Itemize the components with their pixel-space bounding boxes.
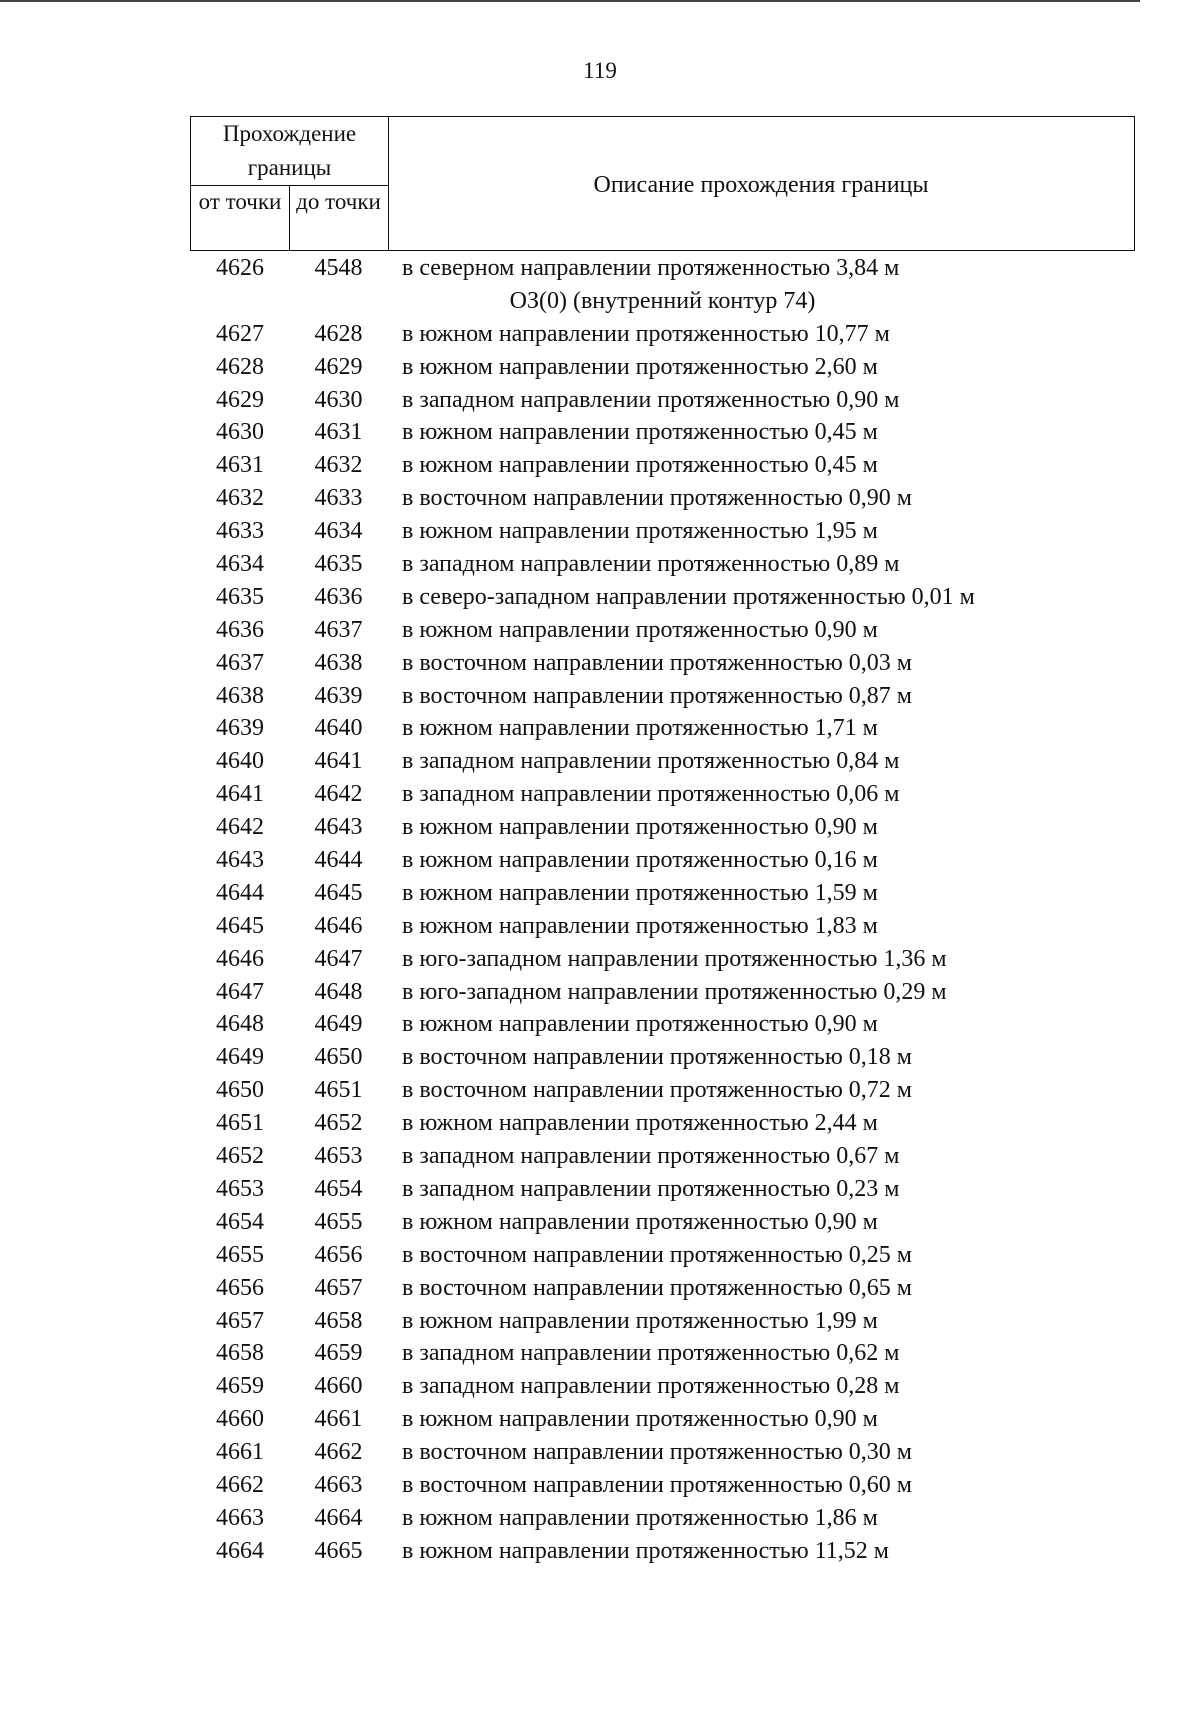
section-heading-row — [190, 285, 1190, 318]
table-row — [190, 1008, 1190, 1041]
from-point: 4641 — [216, 781, 264, 808]
boundary-description: в южном направлении протяженностью 0,45 м — [402, 452, 878, 479]
from-point: 4638 — [216, 682, 264, 709]
table-row — [190, 877, 1190, 910]
from-point: 4661 — [216, 1439, 264, 1466]
boundary-description: в южном направлении протяженностью 2,60 м — [402, 353, 878, 380]
boundary-description: в северном направлении протяженностью 3,84 м — [402, 255, 900, 281]
from-point: 4644 — [216, 879, 264, 906]
table-row — [190, 515, 1190, 548]
table-row — [190, 811, 1190, 844]
boundary-description: в западном направлении протяженностью 0,62 м — [402, 1340, 900, 1367]
table-row — [190, 1239, 1190, 1272]
to-point: 4634 — [314, 518, 363, 545]
table-row — [190, 416, 1190, 449]
from-point: 4659 — [216, 1373, 264, 1400]
to-point: 4658 — [314, 1307, 363, 1334]
from-point: 4628 — [216, 353, 264, 380]
to-point: 4657 — [314, 1274, 363, 1301]
from-point: 4660 — [216, 1406, 264, 1433]
to-point: 4649 — [314, 1011, 363, 1038]
to-point: 4635 — [314, 551, 363, 578]
boundary-description: в восточном направлении протяженностью 0,87 м — [402, 682, 912, 709]
boundary-description: в южном направлении протяженностью 1,83 м — [402, 912, 878, 939]
to-point: 4629 — [314, 353, 363, 380]
table-row — [190, 1305, 1190, 1338]
table-header — [190, 116, 1135, 251]
from-point: 4637 — [216, 649, 264, 676]
to-point: 4655 — [314, 1208, 363, 1235]
boundary-description: в восточном направлении протяженностью 0,30 м — [402, 1439, 912, 1466]
to-point: 4636 — [314, 583, 363, 610]
from-point: 4646 — [216, 945, 264, 972]
from-point: 4626 — [216, 255, 264, 281]
boundary-description: в южном направлении протяженностью 0,45 м — [402, 419, 878, 446]
to-point: 4665 — [314, 1537, 363, 1564]
from-point: 4632 — [216, 485, 264, 512]
from-point: 4651 — [216, 1110, 264, 1137]
boundary-description: в западном направлении протяженностью 0,23 м — [402, 1175, 900, 1202]
page-number: 119 — [583, 58, 617, 83]
to-point: 4630 — [314, 386, 363, 413]
boundary-description: в северо-западном направлении протяженностью 0,01 м — [402, 583, 975, 610]
from-point: 4639 — [216, 715, 264, 742]
from-point: 4645 — [216, 912, 264, 939]
to-point: 4645 — [314, 879, 363, 906]
table-row — [190, 1107, 1190, 1140]
table-row — [190, 712, 1190, 745]
to-point: 4661 — [314, 1406, 363, 1433]
boundary-description: в восточном направлении протяженностью 0,25 м — [402, 1241, 912, 1268]
table-row — [190, 680, 1190, 713]
to-point: 4663 — [314, 1471, 363, 1498]
section-heading: ОЗ(0) (внутренний контур 74) — [509, 287, 816, 314]
to-point: 4646 — [314, 912, 363, 939]
from-point: 4658 — [216, 1340, 264, 1367]
page-top-edge — [0, 0, 1140, 2]
from-point: 4654 — [216, 1208, 264, 1235]
to-point: 4638 — [314, 649, 363, 676]
table-row — [190, 647, 1190, 680]
from-point: 4650 — [216, 1077, 264, 1104]
from-point: 4662 — [216, 1471, 264, 1498]
from-point: 4640 — [216, 748, 264, 775]
to-point: 4660 — [314, 1373, 363, 1400]
boundary-description: в южном направлении протяженностью 0,16 м — [402, 847, 878, 874]
to-point: 4659 — [314, 1340, 363, 1367]
boundary-description: в западном направлении протяженностью 0,67 м — [402, 1143, 900, 1170]
boundary-description: в южном направлении протяженностью 11,52 м — [402, 1537, 889, 1564]
from-point: 4657 — [216, 1307, 264, 1334]
to-point: 4631 — [314, 419, 363, 446]
boundary-description: в западном направлении протяженностью 0,06 м — [402, 781, 900, 808]
boundary-description: в южном направлении протяженностью 0,90 м — [402, 814, 878, 841]
from-point: 4630 — [216, 419, 264, 446]
to-point: 4651 — [314, 1077, 363, 1104]
table-row — [190, 614, 1190, 647]
from-point: 4648 — [216, 1011, 264, 1038]
boundary-description: в восточном направлении протяженностью 0,72 м — [402, 1077, 912, 1104]
table-row — [190, 1337, 1190, 1370]
from-point: 4653 — [216, 1175, 264, 1202]
table-row — [190, 351, 1190, 384]
to-point: 4548 — [314, 255, 363, 281]
from-point: 4649 — [216, 1044, 264, 1071]
header-from-point: от точки — [198, 189, 282, 214]
to-point: 4653 — [314, 1143, 363, 1170]
from-point: 4655 — [216, 1241, 264, 1268]
boundary-description: в западном направлении протяженностью 0,84 м — [402, 748, 900, 775]
table-row — [190, 778, 1190, 811]
table-row — [190, 449, 1190, 482]
from-point: 4634 — [216, 551, 264, 578]
table-row — [190, 745, 1190, 778]
boundary-description: в юго-западном направлении протяженностью 1,36 м — [402, 945, 947, 972]
to-point: 4654 — [314, 1175, 363, 1202]
table-row — [190, 1436, 1190, 1469]
boundary-description: в юго-западном направлении протяженностью 0,29 м — [402, 978, 947, 1005]
header-description: Описание прохождения границы — [593, 171, 929, 198]
to-point: 4642 — [314, 781, 363, 808]
from-point: 4629 — [216, 386, 264, 413]
boundary-description: в южном направлении протяженностью 2,44 м — [402, 1110, 878, 1137]
table-row — [190, 1272, 1190, 1305]
boundary-description: в южном направлении протяженностью 0,90 м — [402, 1011, 878, 1038]
table-row — [190, 910, 1190, 943]
to-point: 4664 — [314, 1504, 363, 1531]
boundary-description: в западном направлении протяженностью 0,28 м — [402, 1373, 900, 1400]
to-point: 4662 — [314, 1439, 363, 1466]
boundary-description: в южном направлении протяженностью 0,90 м — [402, 1208, 878, 1235]
from-point: 4652 — [216, 1143, 264, 1170]
from-point: 4642 — [216, 814, 264, 841]
boundary-description: в южном направлении протяженностью 1,86 м — [402, 1504, 878, 1531]
table-row — [190, 581, 1190, 614]
boundary-description: в восточном направлении протяженностью 0,65 м — [402, 1274, 912, 1301]
to-point: 4650 — [314, 1044, 363, 1071]
table-row — [190, 1403, 1190, 1436]
to-point: 4641 — [314, 748, 363, 775]
boundary-description: в южном направлении протяженностью 10,77 м — [402, 320, 890, 347]
from-point: 4635 — [216, 583, 264, 610]
to-point: 4632 — [314, 452, 363, 479]
boundary-description: в восточном направлении протяженностью 0,90 м — [402, 485, 912, 512]
from-point: 4656 — [216, 1274, 264, 1301]
from-point: 4664 — [216, 1537, 264, 1564]
from-point: 4663 — [216, 1504, 264, 1531]
table-row — [190, 1469, 1190, 1502]
table-row — [190, 976, 1190, 1009]
to-point: 4652 — [314, 1110, 363, 1137]
from-point: 4647 — [216, 978, 264, 1005]
boundary-table-body — [190, 252, 1190, 1568]
header-group-boundary-passage: Прохождение границы — [222, 121, 357, 180]
boundary-description: в южном направлении протяженностью 0,90 м — [402, 616, 878, 643]
table-row — [190, 1173, 1190, 1206]
table-row — [190, 384, 1190, 417]
boundary-description: в восточном направлении протяженностью 0,60 м — [402, 1471, 912, 1498]
boundary-description: в южном направлении протяженностью 1,71 м — [402, 715, 878, 742]
boundary-description: в южном направлении протяженностью 1,99 м — [402, 1307, 878, 1334]
to-point: 4656 — [314, 1241, 363, 1268]
table-row — [190, 1502, 1190, 1535]
from-point: 4636 — [216, 616, 264, 643]
header-to-point: до точки — [296, 189, 381, 214]
from-point: 4627 — [216, 320, 264, 347]
from-point: 4643 — [216, 847, 264, 874]
table-row — [190, 844, 1190, 877]
table-row — [190, 1140, 1190, 1173]
boundary-description: в южном направлении протяженностью 1,95 м — [402, 518, 878, 545]
to-point: 4647 — [314, 945, 363, 972]
table-row — [190, 1535, 1190, 1568]
to-point: 4648 — [314, 978, 363, 1005]
table-row — [190, 1206, 1190, 1239]
to-point: 4643 — [314, 814, 363, 841]
to-point: 4639 — [314, 682, 363, 709]
boundary-description: в южном направлении протяженностью 0,90 м — [402, 1406, 878, 1433]
boundary-description: в восточном направлении протяженностью 0,03 м — [402, 649, 912, 676]
boundary-description: в западном направлении протяженностью 0,90 м — [402, 386, 900, 413]
table-row — [190, 548, 1190, 581]
table-row — [190, 1370, 1190, 1403]
to-point: 4640 — [314, 715, 363, 742]
boundary-description: в южном направлении протяженностью 1,59 м — [402, 879, 878, 906]
table-row — [190, 943, 1190, 976]
boundary-description: в восточном направлении протяженностью 0,18 м — [402, 1044, 912, 1071]
table-row — [190, 1074, 1190, 1107]
to-point: 4637 — [314, 616, 363, 643]
to-point: 4628 — [314, 320, 363, 347]
table-row — [190, 1041, 1190, 1074]
table-row — [190, 482, 1190, 515]
to-point: 4633 — [314, 485, 363, 512]
table-row — [190, 252, 1190, 285]
boundary-description: в западном направлении протяженностью 0,89 м — [402, 551, 900, 578]
from-point: 4633 — [216, 518, 264, 545]
to-point: 4644 — [314, 847, 363, 874]
from-point: 4631 — [216, 452, 264, 479]
table-row — [190, 318, 1190, 351]
